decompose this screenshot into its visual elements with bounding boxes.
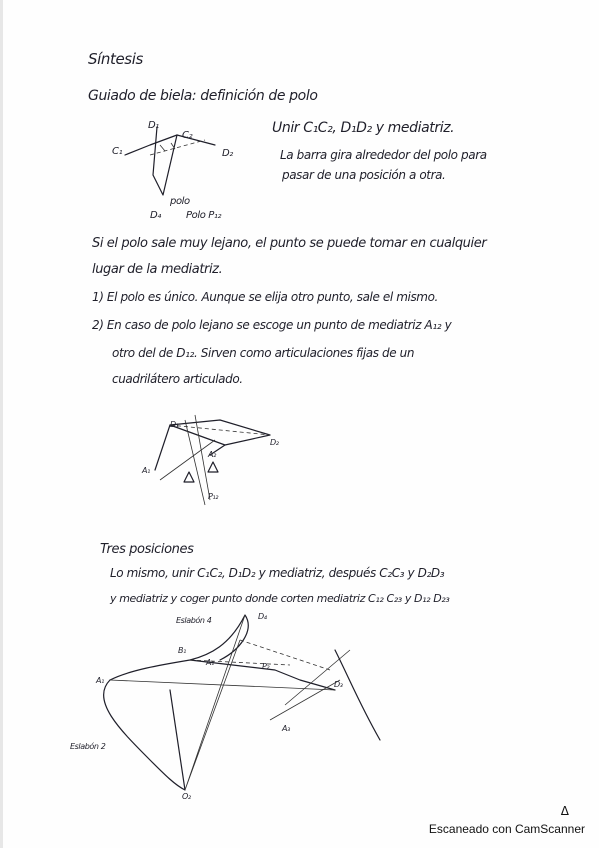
fig3-label-d4: D₄: [258, 612, 267, 621]
far-pole-figure: [140, 410, 300, 510]
fig3-label-o2: O₂: [182, 792, 191, 801]
page-edge-shadow: [0, 0, 3, 848]
section3-heading: Tres posiciones: [100, 542, 194, 557]
page-number: Δ: [560, 804, 569, 818]
section2-line1: Si el polo sale muy lejano, el punto se puede tomar en cualquier: [92, 236, 487, 251]
fig1-label-c2: C₂: [182, 130, 193, 141]
section1-heading: Guiado de biela: definición de polo: [88, 88, 318, 104]
fixed-supports: [184, 462, 218, 482]
fig2-label-d1: D₁: [170, 420, 179, 429]
fig1-label-polo: polo: [170, 196, 190, 207]
fig1-label-c1: C₁: [112, 146, 123, 157]
fig3-label-eslabon4: Eslabón 4: [176, 616, 212, 625]
fig1-label-d1: D₁: [148, 120, 159, 131]
fig3-label-b1: B₁: [178, 646, 186, 655]
fig1-label-polo-p12: Polo P₁₂: [186, 210, 222, 221]
fig1-label-d2: D₂: [222, 148, 233, 159]
section1-note-line3: pasar de una posición a otra.: [282, 168, 446, 182]
eslabon2-link: [104, 680, 185, 790]
fig3-label-a1-top: A₁: [206, 658, 214, 667]
page-title: Síntesis: [88, 50, 143, 68]
section3-line2: y mediatriz y coger punto donde corten mediatriz C₁₂ C₂₃ y D₁₂ D₂₃: [110, 592, 450, 605]
section2-line2: lugar de la mediatriz.: [92, 262, 223, 277]
fig2-label-a1: A₁: [142, 466, 150, 475]
section1-note-line1: Unir C₁C₂, D₁D₂ y mediatriz.: [272, 120, 455, 136]
fig3-label-eslabon2: Eslabón 2: [70, 742, 106, 751]
perpendicular-marks: [160, 143, 175, 151]
coupler-line: [125, 135, 215, 155]
section3-line1: Lo mismo, unir C₁C₂, D₁D₂ y mediatriz, después C₂C₃ y D₂D₃: [110, 566, 445, 580]
fig3-label-a3: A₃: [282, 724, 290, 733]
arc-curve: [335, 650, 380, 740]
fig2-label-d2: D₂: [270, 438, 279, 447]
fig1-label-d4: D₄: [150, 210, 161, 221]
fig2-label-p12: P₁₂: [208, 492, 219, 501]
section1-note-line2: La barra gira alrededor del polo para: [280, 148, 487, 162]
pole-lines: [153, 127, 177, 195]
section2-item2-line2: otro del de D₁₂. Sirven como articulaciones fijas de un: [112, 346, 415, 360]
fig3-label-p2: P₂: [262, 662, 270, 671]
fig2-label-a2: A₂: [208, 450, 216, 459]
three-positions-figure: [90, 610, 390, 810]
pole-definition-figure: [105, 115, 255, 225]
section2-item2-line1: 2) En caso de polo lejano se escoge un punto de mediatriz A₁₂ y: [92, 318, 452, 332]
fig3-label-a1-left: A₁: [96, 676, 104, 685]
section2-item1: 1) El polo es único. Aunque se elija otro punto, sale el mismo.: [92, 290, 438, 304]
fig3-label-d3: D₃: [334, 680, 343, 689]
section2-item2-line3: cuadrilátero articulado.: [112, 372, 243, 386]
scanner-footer: Escaneado con CamScanner: [428, 822, 585, 836]
coupler-triangle: [170, 420, 270, 445]
